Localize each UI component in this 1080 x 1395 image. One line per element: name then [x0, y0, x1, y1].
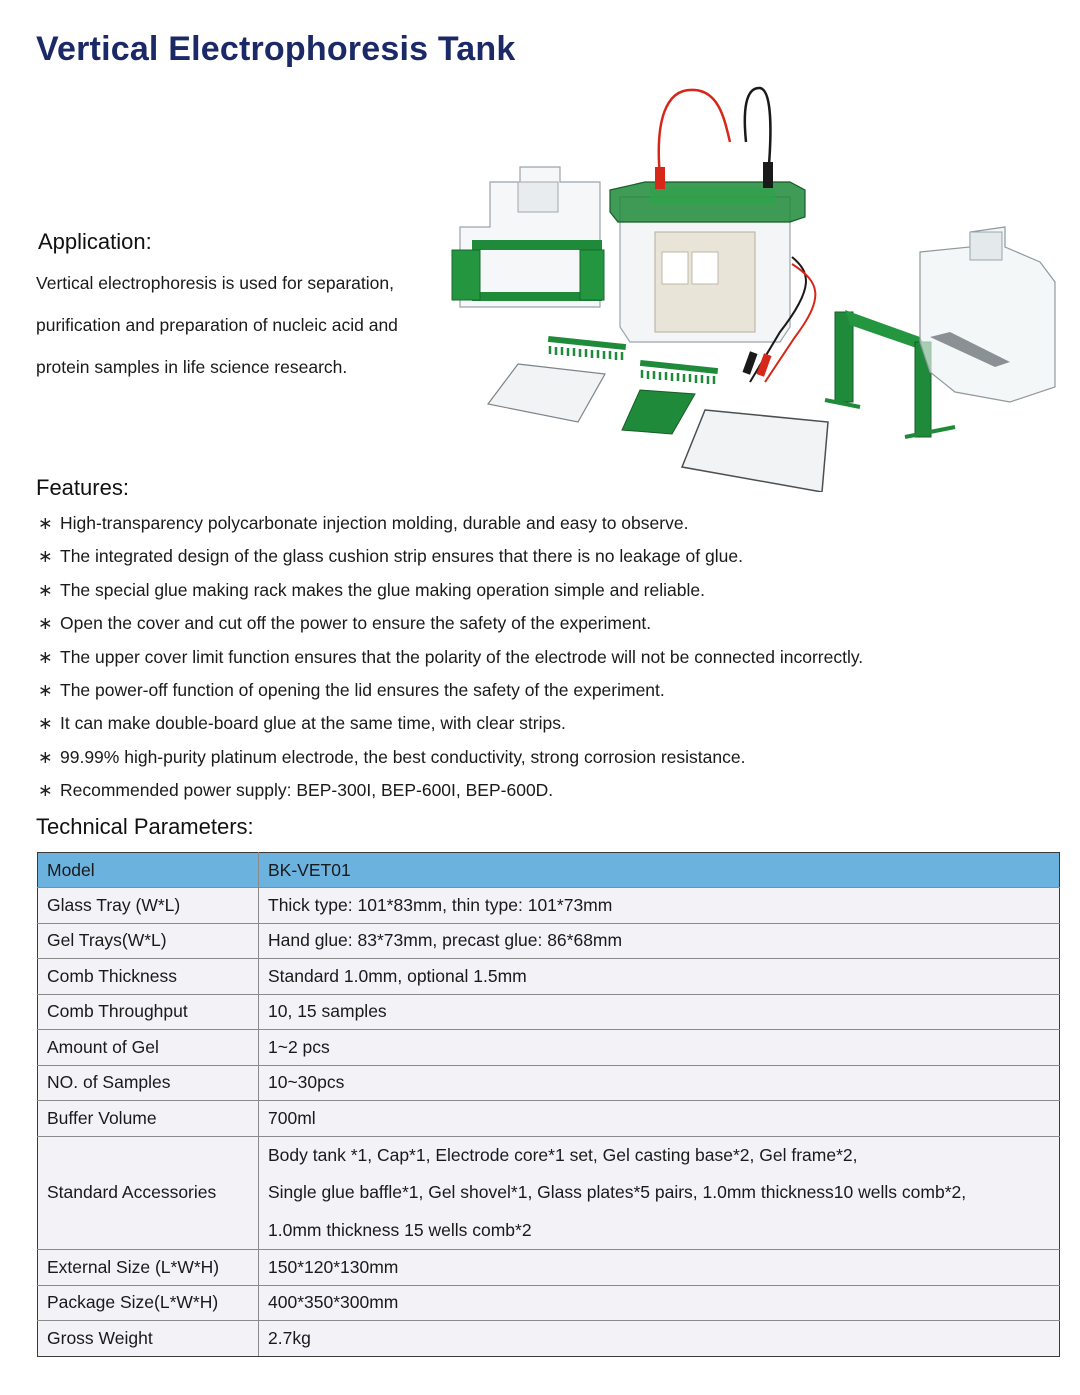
- param-key: Package Size(L*W*H): [38, 1285, 259, 1321]
- comb-2: [640, 360, 718, 384]
- param-value: Hand glue: 83*73mm, precast glue: 86*68mm: [259, 923, 1060, 959]
- param-key: Buffer Volume: [38, 1101, 259, 1137]
- param-value: Standard 1.0mm, optional 1.5mm: [259, 959, 1060, 995]
- asterisk-bullet-icon: ∗: [38, 613, 53, 634]
- asterisk-bullet-icon: ∗: [38, 646, 53, 667]
- product-illustration: [450, 82, 1070, 492]
- main-tank: [610, 88, 815, 382]
- accessory-line: 1.0mm thickness 15 wells comb*2: [268, 1219, 532, 1240]
- param-value: 150*120*130mm: [259, 1250, 1060, 1286]
- feature-item: ∗ 99.99% high-purity platinum electrode, the best conductivity, strong corrosion resistance.: [38, 743, 863, 776]
- asterisk-bullet-icon: ∗: [38, 780, 53, 801]
- feature-item: ∗ High-transparency polycarbonate injection molding, durable and easy to observe.: [38, 509, 863, 542]
- table-row: [38, 1030, 1060, 1066]
- param-value: [259, 1136, 1060, 1250]
- param-key: Amount of Gel: [38, 1030, 259, 1066]
- asterisk-bullet-icon: ∗: [38, 513, 53, 533]
- feature-item: ∗ It can make double-board glue at the same time, with clear strips.: [38, 709, 863, 742]
- accessory-line: Body tank *1, Cap*1, Electrode core*1 set, Gel casting base*2, Gel frame*2,: [268, 1144, 858, 1165]
- table-row: [38, 888, 1060, 924]
- asterisk-bullet-icon: ∗: [38, 579, 53, 600]
- table-row: [38, 1321, 1060, 1357]
- table-row: [38, 1065, 1060, 1101]
- param-key: External Size (L*W*H): [38, 1250, 259, 1286]
- param-key: Standard Accessories: [38, 1136, 259, 1250]
- table-row: [38, 1101, 1060, 1137]
- table-row: [38, 1285, 1060, 1321]
- application-text: [36, 262, 456, 388]
- param-value: 10, 15 samples: [259, 994, 1060, 1030]
- technical-parameters-table: [37, 852, 1060, 1357]
- table-row: [38, 923, 1060, 959]
- table-row: [38, 959, 1060, 995]
- table-header-row: [38, 853, 1060, 888]
- param-key: Gel Trays(W*L): [38, 923, 259, 959]
- param-key: Glass Tray (W*L): [38, 888, 259, 924]
- param-key: Comb Thickness: [38, 959, 259, 995]
- gel-casting-stand-left: [452, 167, 604, 307]
- application-line: protein samples in life science research.: [36, 357, 348, 377]
- param-key: Gross Weight: [38, 1321, 259, 1357]
- glass-plate-2: [682, 410, 828, 492]
- param-value: 700ml: [259, 1101, 1060, 1137]
- param-value: Thick type: 101*83mm, thin type: 101*73mm: [259, 888, 1060, 924]
- feature-item: ∗ Recommended power supply: BEP-300I, BEP-600I, BEP-600D.: [38, 776, 863, 809]
- table-row: [38, 1250, 1060, 1286]
- asterisk-bullet-icon: ∗: [38, 546, 53, 567]
- table-row-accessories: [38, 1136, 1060, 1250]
- page-title: Vertical Electrophoresis Tank: [36, 30, 516, 68]
- feature-item: ∗ The upper cover limit function ensures that the polarity of the electrode will not be connected incorrectly.: [38, 643, 863, 676]
- param-key: NO. of Samples: [38, 1065, 259, 1101]
- gel-casting-stand-right: [920, 227, 1055, 402]
- feature-item: ∗ The special glue making rack makes the glue making operation simple and reliable.: [38, 576, 863, 609]
- param-key: Comb Throughput: [38, 994, 259, 1030]
- param-value: 10~30pcs: [259, 1065, 1060, 1101]
- asterisk-bullet-icon: ∗: [38, 746, 53, 767]
- param-value: 2.7kg: [259, 1321, 1060, 1357]
- features-heading: Features:: [36, 475, 129, 500]
- gel-shovel: [622, 390, 695, 434]
- comb-1: [548, 336, 626, 360]
- asterisk-bullet-icon: ∗: [38, 713, 53, 734]
- param-key: Model: [38, 853, 259, 888]
- technical-parameters-heading: Technical Parameters:: [36, 814, 254, 839]
- application-line: Vertical electrophoresis is used for separation,: [36, 273, 394, 293]
- application-heading: Application:: [38, 229, 152, 254]
- param-value: 1~2 pcs: [259, 1030, 1060, 1066]
- features-list: [38, 509, 863, 810]
- param-value: 400*350*300mm: [259, 1285, 1060, 1321]
- table-row: [38, 994, 1060, 1030]
- application-line: purification and preparation of nucleic acid and: [36, 315, 398, 335]
- feature-item: ∗ The power-off function of opening the lid ensures the safety of the experiment.: [38, 676, 863, 709]
- feature-item: ∗ The integrated design of the glass cushion strip ensures that there is no leakage of glue.: [38, 542, 863, 575]
- asterisk-bullet-icon: ∗: [38, 679, 53, 700]
- feature-item: ∗ Open the cover and cut off the power to ensure the safety of the experiment.: [38, 609, 863, 642]
- glass-plate-1: [488, 364, 605, 422]
- param-value: BK-VET01: [259, 853, 1060, 888]
- accessory-line: Single glue baffle*1, Gel shovel*1, Glass plates*5 pairs, 1.0mm thickness10 wells comb*2,: [268, 1182, 967, 1202]
